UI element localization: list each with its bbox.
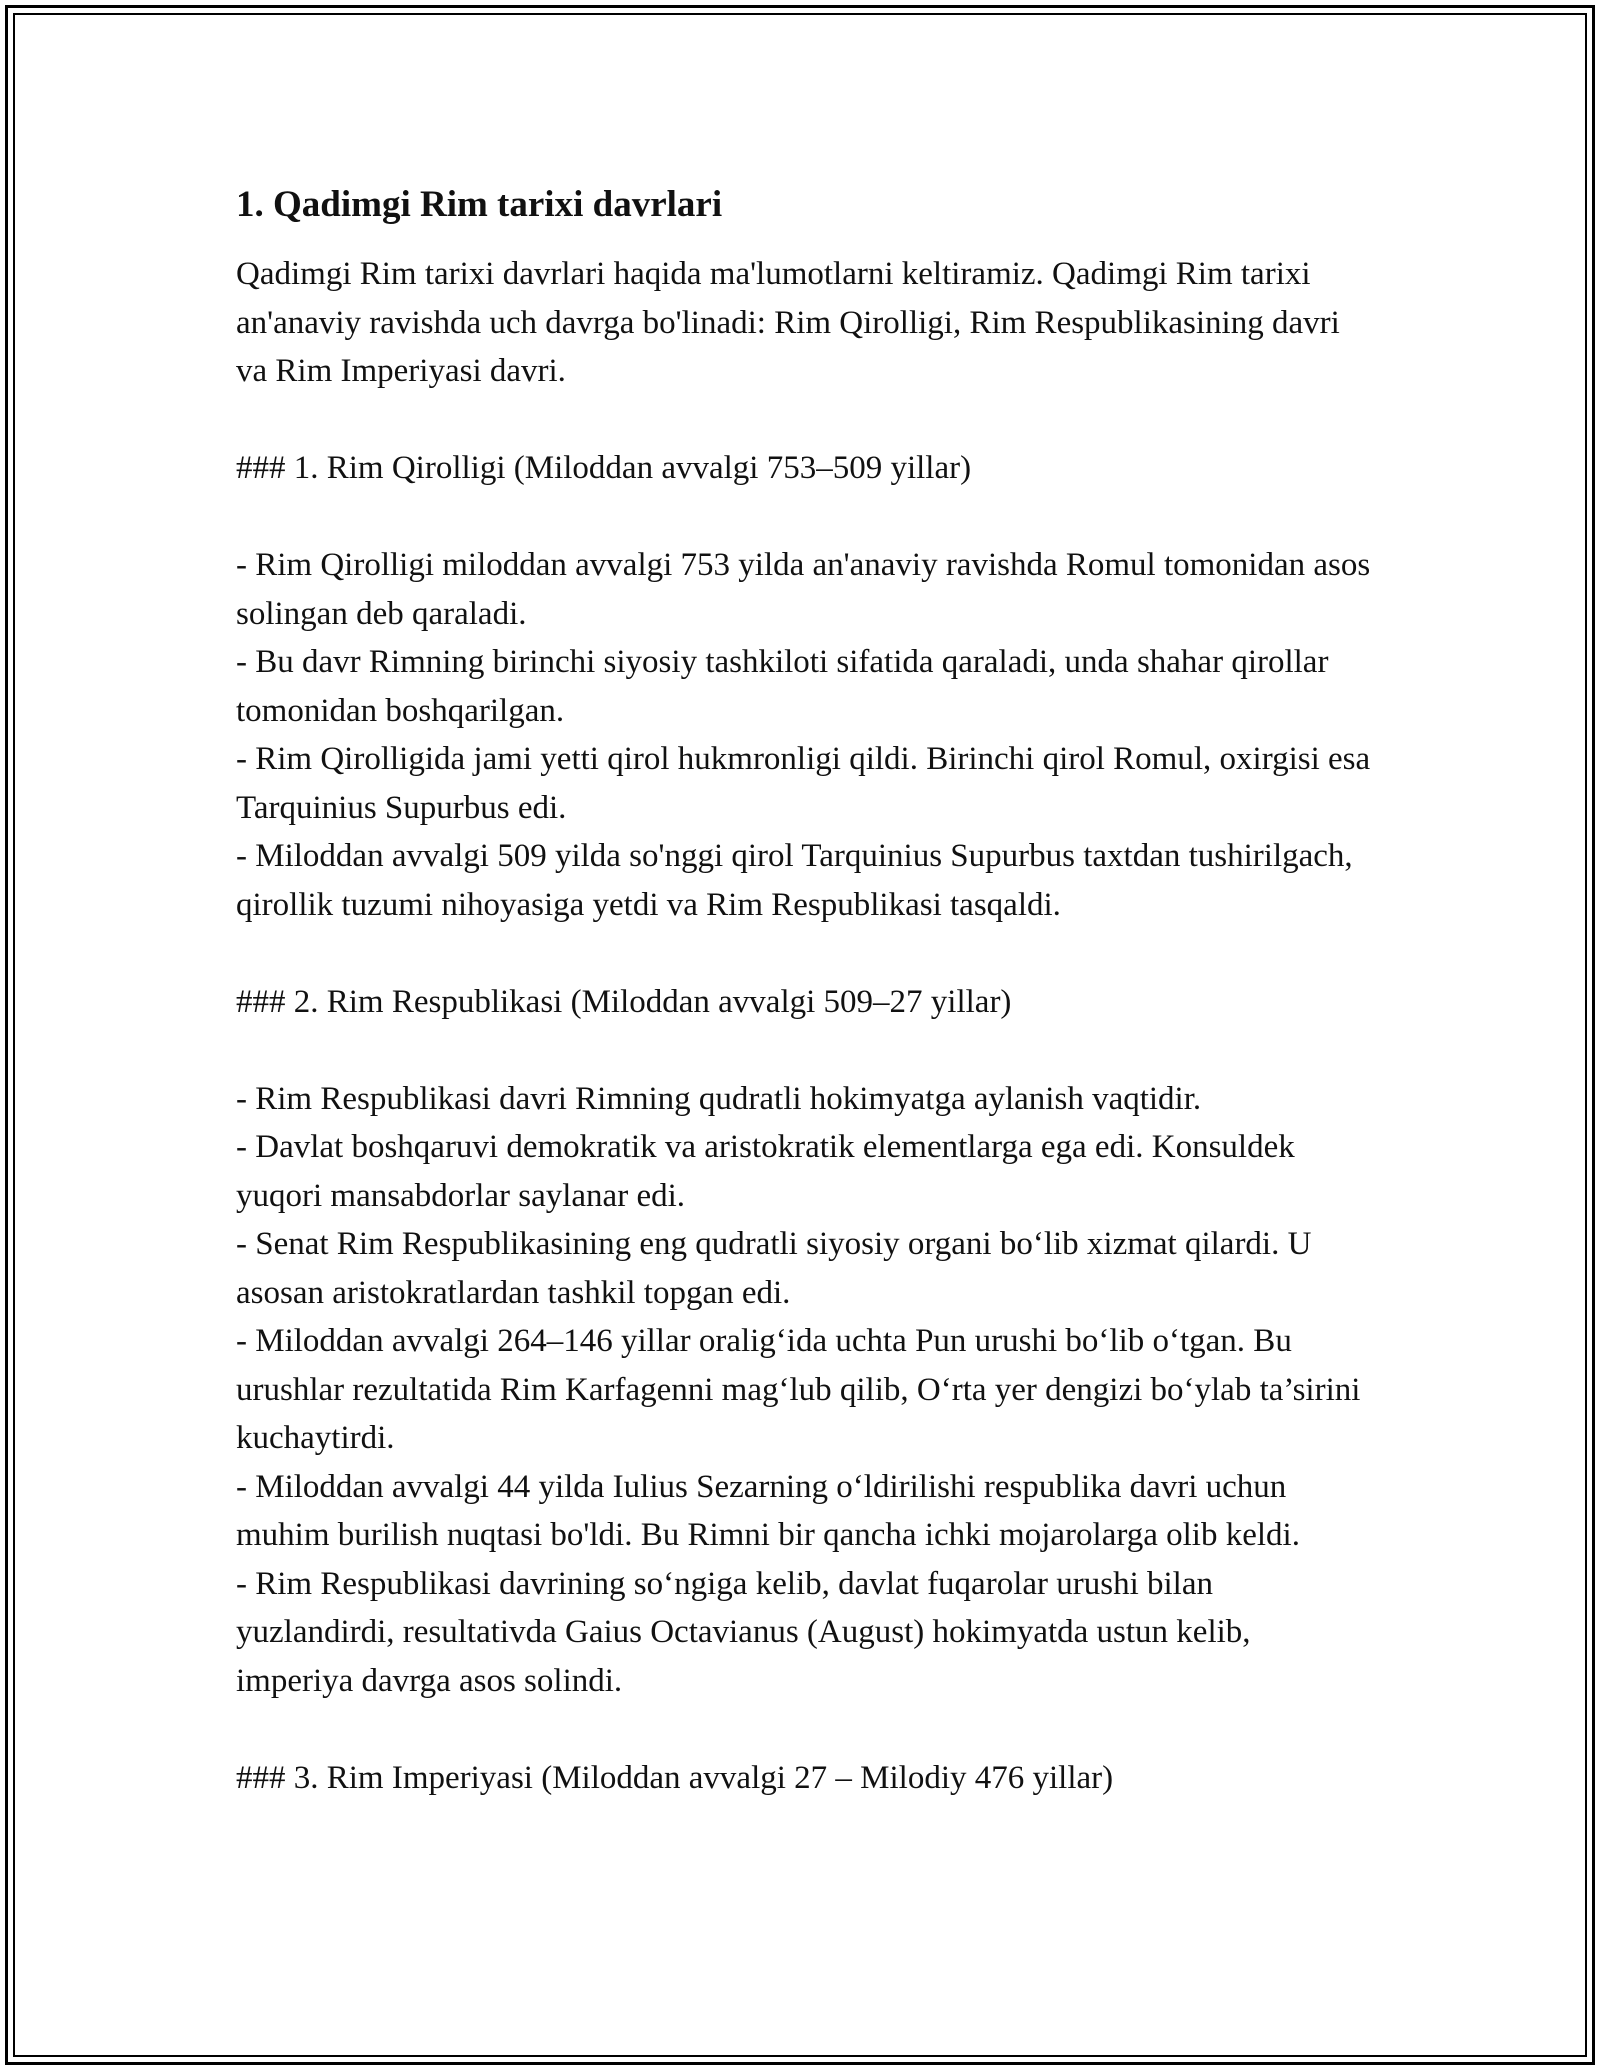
- section-3: [236, 1754, 1376, 1803]
- section-heading: ### 2. Rim Respublikasi (Miloddan avvalgi 509–27 yillar): [236, 983, 1012, 1020]
- section-heading: ### 1. Rim Qirolligi (Miloddan avvalgi 753–509 yillar): [236, 450, 972, 486]
- list-item: - Bu davr Rimning birinchi siyosiy tashkiloti sifatida qaraladi, unda shahar qirollar tomonidan boshqarilgan.: [236, 644, 1329, 729]
- list-item: - Miloddan avvalgi 264–146 yillar oralig‘ida uchta Pun urushi bo‘lib o‘tgan. Bu urushlar rezultatida Rim Karfagenni mag‘lub qilib, O‘rta yer dengizi bo‘ylab ta’sirini kuchaytirdi.: [236, 1323, 1361, 1456]
- document-body: [236, 182, 1376, 1851]
- section-2: [236, 978, 1376, 1706]
- list-item: - Davlat boshqaruvi demokratik va aristokratik elementlarga ega edi. Konsuldek yuqori mansabdorlar saylanar edi.: [236, 1129, 1295, 1214]
- intro-paragraph: Qadimgi Rim tarixi davrlari haqida ma'lumotlarni keltiramiz. Qadimgi Rim tarixi an'anaviy ravishda uch davrga bo'linadi: Rim Qirolligi, Rim Respublikasining davri va Rim Imperiyasi davri.: [236, 256, 1340, 389]
- list-item: - Rim Respublikasi davrining so‘ngiga kelib, davlat fuqarolar urushi bilan yuzlandirdi, resultativda Gaius Octavianus (August) hokimyatda ustun kelib, imperiya davrga asos solindi.: [236, 1565, 1251, 1699]
- section-list: [236, 1075, 1376, 1706]
- list-item: - Senat Rim Respublikasining eng qudratli siyosiy organi bo‘lib xizmat qilardi. U asosan aristokratlardan tashkil topgan edi.: [236, 1226, 1312, 1311]
- document-title: 1. Qadimgi Rim tarixi davrlari: [236, 184, 723, 225]
- list-item: - Rim Respublikasi davri Rimning qudratli hokimyatga aylanish vaqtidir.: [236, 1080, 1202, 1117]
- list-item: - Miloddan avvalgi 44 yilda Iulius Sezarning o‘ldirilishi respublika davri uchun muhim burilish nuqtasi bo'ldi. Bu Rimni bir qancha ichki mojarolarga olib keldi.: [236, 1468, 1300, 1553]
- list-item: - Rim Qirolligida jami yetti qirol hukmronligi qildi. Birinchi qirol Romul, oxirgisi esa Tarquinius Supurbus edi.: [236, 741, 1371, 826]
- section-heading: ### 3. Rim Imperiyasi (Miloddan avvalgi 27 – Milodiy 476 yillar): [236, 1759, 1114, 1796]
- list-item: - Miloddan avvalgi 509 yilda so'nggi qirol Tarquinius Supurbus taxtdan tushirilgach, qirollik tuzumi nihoyasiga yetdi va Rim Respublikasi tasqaldi.: [236, 838, 1353, 923]
- section-list: [236, 541, 1376, 929]
- section-1: [236, 444, 1376, 929]
- list-item: - Rim Qirolligi miloddan avvalgi 753 yilda an'anaviy ravishda Romul tomonidan asos solingan deb qaraladi.: [236, 547, 1371, 632]
